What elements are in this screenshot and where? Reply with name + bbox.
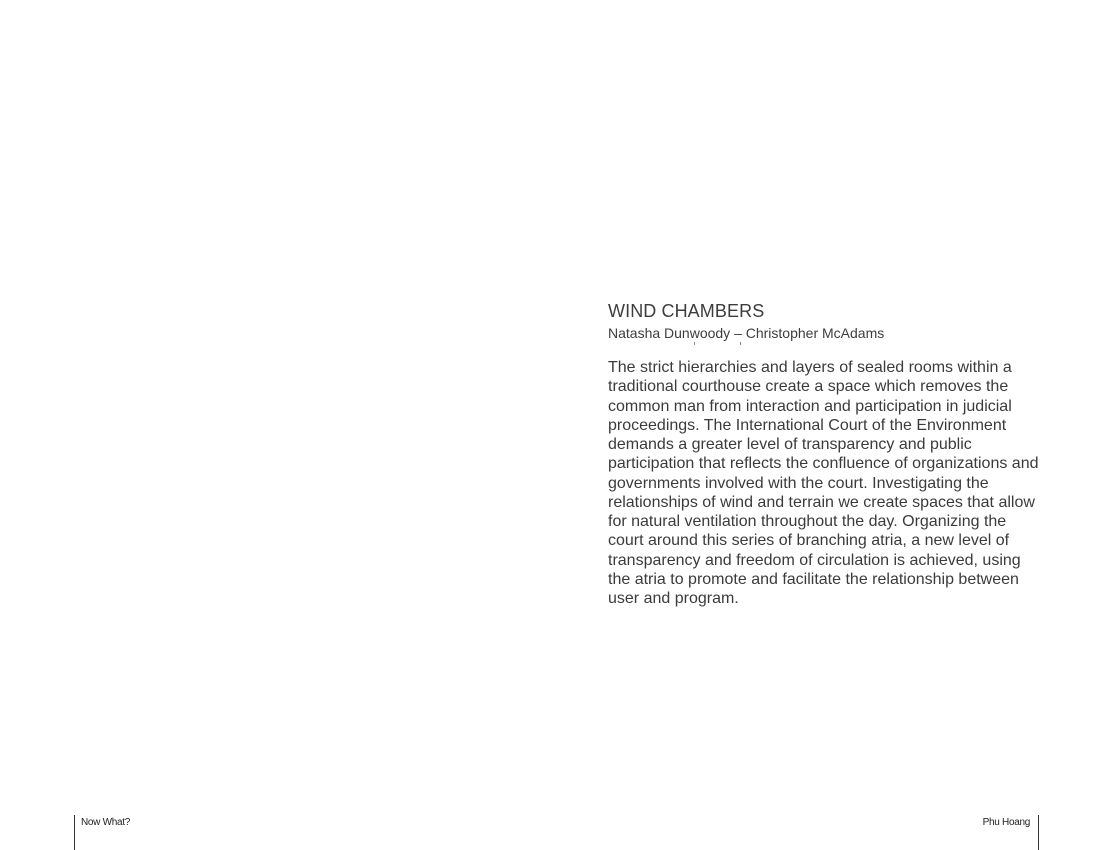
article-body: The strict hierarchies and layers of sealed rooms within a traditional courthouse create a space which removes the common man from interaction and participation in judicial proceedings. The International Court of the Environment demands a greater level of transparency and public participation that reflects the confluence of organizations and governments involved with the court. Investigating the relationships of wind and terrain we create spaces that allow for natural ventilation throughout the day. Organizing the court around this series of branching atria, a new level of transparency and freedom of circulation is achieved, using the atria to promote and facilitate the relationship between user and program. bbox=[608, 359, 1039, 607]
scan-artifact bbox=[608, 342, 1044, 348]
article-authors: Natasha Dunwoody – Christopher McAdams bbox=[608, 325, 885, 341]
footer-left bbox=[74, 815, 130, 850]
scan-artifact-tick bbox=[740, 342, 741, 345]
author-name: Phu Hoang bbox=[982, 817, 1030, 828]
article bbox=[608, 300, 1044, 608]
article-title: WIND CHAMBERS bbox=[608, 301, 765, 321]
publication-title: Now What? bbox=[81, 817, 130, 828]
scan-artifact-tick bbox=[694, 342, 695, 345]
footer-right bbox=[983, 815, 1039, 850]
right-page bbox=[550, 0, 1100, 850]
